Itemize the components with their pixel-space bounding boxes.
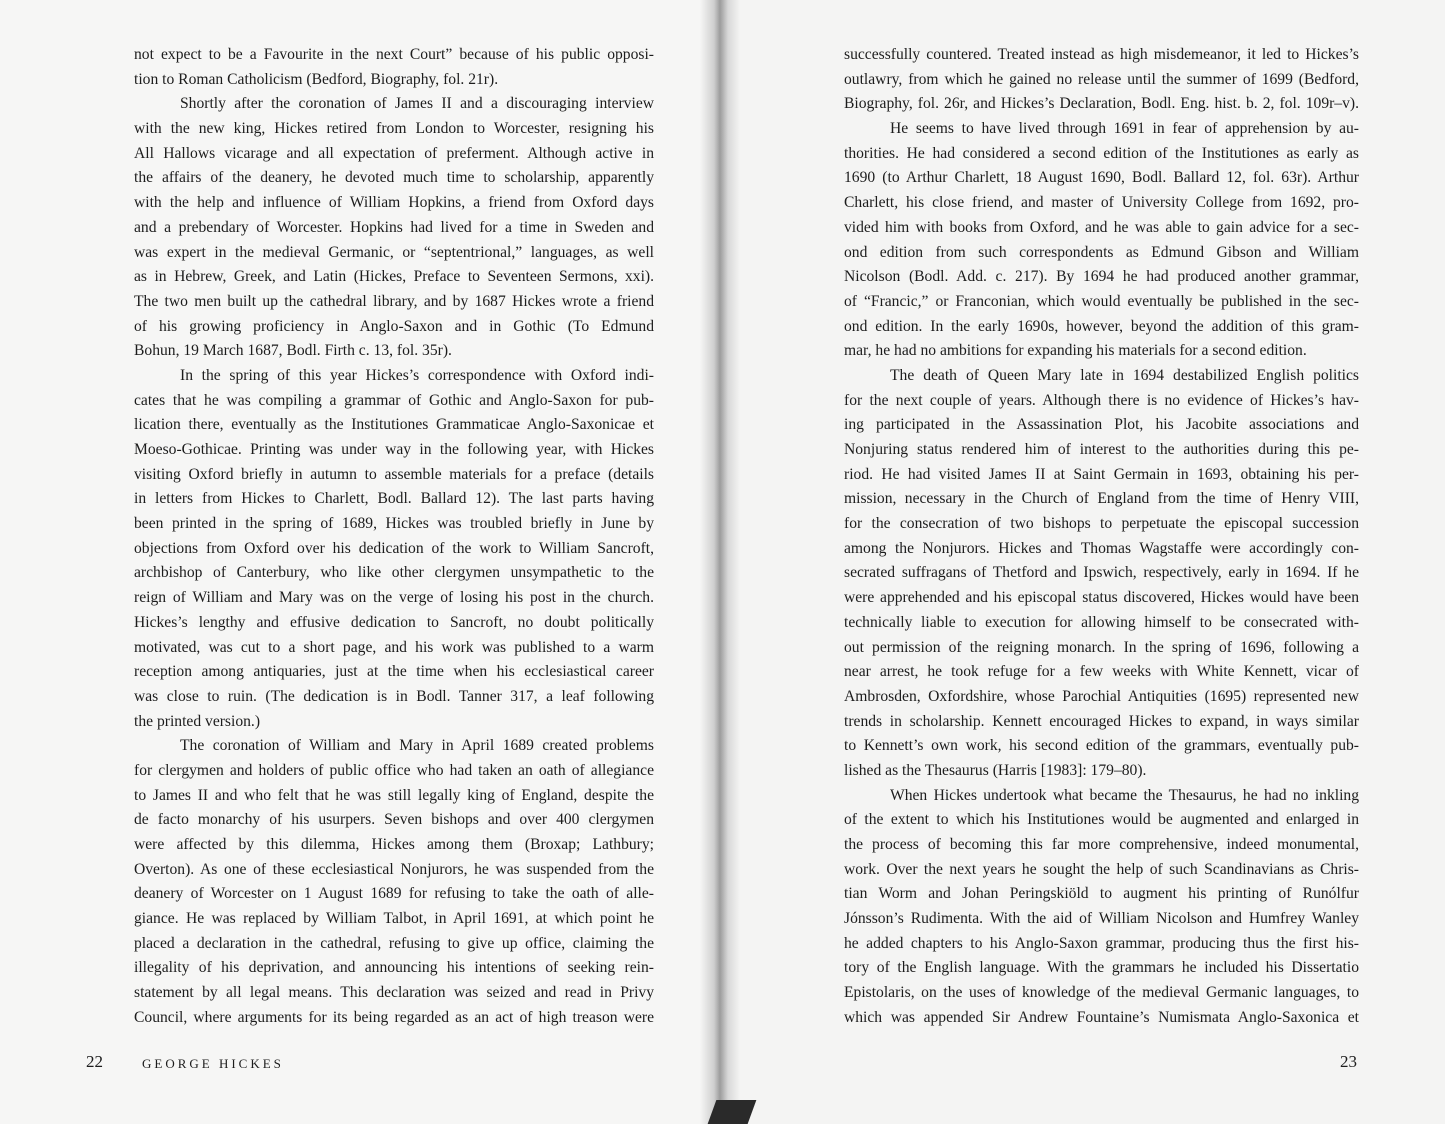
running-head: GEORGE HICKES: [142, 1056, 284, 1071]
text-line: archbishop of Canterbury, who like other clergymen unsympathetic to the: [134, 564, 654, 582]
text-line: Jónsson’s Rudimenta. With the aid of William Nicolson and Humfrey Wanley: [844, 910, 1359, 928]
text-line: illegality of his deprivation, and announcing his intentions of seeking rein-: [134, 959, 654, 977]
text-line: technically liable to execution for allowing himself to be consecrated with-: [844, 613, 1359, 631]
text-line: tion to Roman Catholicism (Bedford, Biography, fol. 21r).: [134, 70, 499, 88]
text-line: Nicolson (Bodl. Add. c. 217). By 1694 he had produced another grammar,: [844, 268, 1359, 286]
text-line: out permission of the reigning monarch. In the spring of 1696, following a: [844, 638, 1359, 656]
left-page-body: [134, 43, 654, 1031]
text-line: lication there, eventually as the Institutiones Grammaticae Anglo-Saxonicae et: [134, 416, 654, 434]
text-line: reign of William and Mary was on the verge of losing his post in the church.: [134, 589, 654, 607]
text-line: Shortly after the coronation of James II and a discouraging interview: [180, 95, 654, 113]
text-line: Charlett, his close friend, and master of University College from 1692, pro-: [844, 194, 1359, 212]
text-line: Hickes’s lengthy and effusive dedication to Sancroft, no doubt politically: [134, 613, 654, 631]
text-line: near arrest, he took refuge for a few weeks with White Kennett, vicar of: [844, 663, 1359, 681]
left-page-number: 22: [86, 1052, 103, 1071]
text-line: not expect to be a Favourite in the next Court” because of his public opposi-: [134, 46, 654, 63]
text-line: in letters from Hickes to Charlett, Bodl. Ballard 12). The last parts having: [134, 490, 654, 508]
text-line: de facto monarchy of his usurpers. Seven bishops and over 400 clergymen: [134, 811, 654, 829]
text-line: Overton). As one of these ecclesiastical Nonjurors, he was suspended from the: [134, 860, 654, 878]
text-line: and a prebendary of Worcester. Hopkins had lived for a time in Sweden and: [134, 218, 654, 236]
text-line: visiting Oxford briefly in autumn to assemble materials for a preface (details: [134, 465, 654, 483]
text-line: giance. He was replaced by William Talbot, in April 1691, at which point he: [134, 910, 654, 928]
text-line: mar, he had no ambitions for expanding his materials for a second edition.: [844, 342, 1307, 360]
text-line: In the spring of this year Hickes’s correspondence with Oxford indi-: [180, 366, 654, 384]
text-line: which was appended Sir Andrew Fountaine’s Numismata Anglo-Saxonica et: [844, 1008, 1359, 1026]
text-line: ing participated in the Assassination Plot, his Jacobite associations and: [844, 416, 1359, 434]
text-line: placed a declaration in the cathedral, refusing to give up office, claiming the: [134, 934, 654, 952]
text-line: of his growing proficiency in Anglo-Saxon and in Gothic (To Edmund: [134, 317, 654, 335]
text-line: cates that he was compiling a grammar of Gothic and Anglo-Saxon for pub-: [134, 391, 654, 409]
text-line: deanery of Worcester on 1 August 1689 for refusing to take the oath of alle-: [134, 885, 654, 903]
text-line: for clergymen and holders of public office who had taken an oath of allegiance: [134, 761, 654, 779]
text-line: the printed version.): [134, 712, 261, 730]
text-line: He seems to have lived through 1691 in fear of apprehension by au-: [890, 120, 1359, 138]
text-line: he added chapters to his Anglo-Saxon grammar, producing thus the first his-: [844, 934, 1359, 952]
right-page-body: [844, 43, 1359, 1031]
text-line: was close to ruin. (The dedication is in Bodl. Tanner 317, a leaf following: [134, 687, 654, 705]
text-line: Ambrosden, Oxfordshire, whose Parochial Antiquities (1695) represented new: [844, 687, 1359, 705]
text-line: been printed in the spring of 1689, Hickes was troubled briefly in June by: [134, 515, 654, 533]
text-line: trends in scholarship. Kennett encouraged Hickes to expand, in ways similar: [844, 712, 1359, 730]
text-line: was expert in the medieval Germanic, or “septentrional,” languages, as well: [134, 243, 654, 261]
right-page-number: 23: [1340, 1052, 1357, 1071]
text-line: as in Hebrew, Greek, and Latin (Hickes, Preface to Seventeen Sermons, xxi).: [134, 268, 654, 286]
text-line: among the Nonjurors. Hickes and Thomas Wagstaffe were accordingly con-: [844, 539, 1359, 557]
text-line: for the next couple of years. Although there is no evidence of Hickes’s hav-: [844, 391, 1359, 409]
text-line: tory of the English language. With the grammars he included his Dissertatio: [844, 959, 1359, 977]
text-line: of the extent to which his Institutiones would be augmented and enlarged in: [844, 811, 1359, 829]
text-line: with the help and influence of William Hopkins, a friend from Oxford days: [134, 194, 654, 212]
text-line: thorities. He had considered a second edition of the Institutiones as early as: [844, 144, 1359, 162]
text-line: Council, where arguments for its being regarded as an act of high treason were: [134, 1008, 654, 1026]
text-line: were apprehended and his episcopal status discovered, Hickes would have been: [844, 589, 1359, 607]
text-line: mission, necessary in the Church of England from the time of Henry VIII,: [844, 490, 1359, 508]
text-line: The coronation of William and Mary in April 1689 created problems: [180, 737, 654, 755]
text-line: with the new king, Hickes retired from London to Worcester, resigning his: [134, 120, 654, 138]
text-line: objections from Oxford over his dedication of the work to William Sancroft,: [134, 539, 654, 557]
text-line: motivated, was cut to a short page, and his work was published to a warm: [134, 638, 654, 656]
text-line: outlawry, from which he gained no release until the summer of 1699 (Bedford,: [844, 70, 1359, 88]
text-line: Nonjuring status rendered him of interest to the authorities during this pe-: [844, 441, 1359, 458]
text-line: the affairs of the deanery, he devoted much time to scholarship, apparently: [134, 169, 654, 187]
text-line: were affected by this dilemma, Hickes among them (Broxap; Lathbury;: [134, 836, 654, 853]
text-line: ond edition. In the early 1690s, however, beyond the addition of this gram-: [844, 317, 1359, 335]
text-line: secrated suffragans of Thetford and Ipswich, respectively, early in 1694. If he: [844, 564, 1359, 582]
text-line: Epistolaris, on the uses of knowledge of the medieval Germanic languages, to: [844, 984, 1359, 1002]
text-line: Biography, fol. 26r, and Hickes’s Declaration, Bodl. Eng. hist. b. 2, fol. 109r–v).: [844, 95, 1359, 113]
text-line: of “Francic,” or Franconian, which would eventually be published in the sec-: [844, 292, 1359, 310]
text-line: riod. He had visited James II at Saint Germain in 1693, obtaining his per-: [844, 465, 1359, 483]
book-gutter: [700, 0, 740, 1124]
text-line: for the consecration of two bishops to perpetuate the episcopal succession: [844, 515, 1359, 533]
text-line: work. Over the next years he sought the help of such Scandinavians as Chris-: [844, 860, 1359, 878]
text-line: tian Worm and Johan Peringskiöld to augment his printing of Runólfur: [844, 885, 1359, 903]
text-line: vided him with books from Oxford, and he was able to gain advice for a sec-: [844, 218, 1359, 236]
text-line: to Kennett’s own work, his second edition of the grammars, eventually pub-: [844, 737, 1359, 755]
text-line: The two men built up the cathedral library, and by 1687 Hickes wrote a friend: [134, 292, 654, 310]
text-line: the process of becoming this far more comprehensive, indeed monumental,: [844, 836, 1359, 853]
text-line: to James II and who felt that he was still legally king of England, despite the: [134, 786, 654, 804]
text-line: statement by all legal means. This declaration was seized and read in Privy: [134, 984, 654, 1002]
text-line: The death of Queen Mary late in 1694 destabilized English politics: [890, 366, 1359, 384]
text-line: lished as the Thesaurus (Harris [1983]: 179–80).: [844, 761, 1147, 779]
text-line: 1690 (to Arthur Charlett, 18 August 1690, Bodl. Ballard 12, fol. 63r). Arthur: [844, 169, 1359, 187]
text-line: When Hickes undertook what became the Thesaurus, he had no inkling: [890, 786, 1359, 804]
text-line: Moeso-Gothicae. Printing was under way in the following year, with Hickes: [134, 441, 654, 458]
text-line: successfully countered. Treated instead as high misdemeanor, it led to Hickes’s: [844, 46, 1359, 63]
text-line: All Hallows vicarage and all expectation of preferment. Although active in: [134, 144, 654, 162]
text-line: Bohun, 19 March 1687, Bodl. Firth c. 13, fol. 35r).: [134, 342, 452, 360]
text-line: ond edition from such correspondents as Edmund Gibson and William: [844, 243, 1359, 261]
text-line: reception among antiquaries, just at the time when his ecclesiastical career: [134, 663, 654, 681]
